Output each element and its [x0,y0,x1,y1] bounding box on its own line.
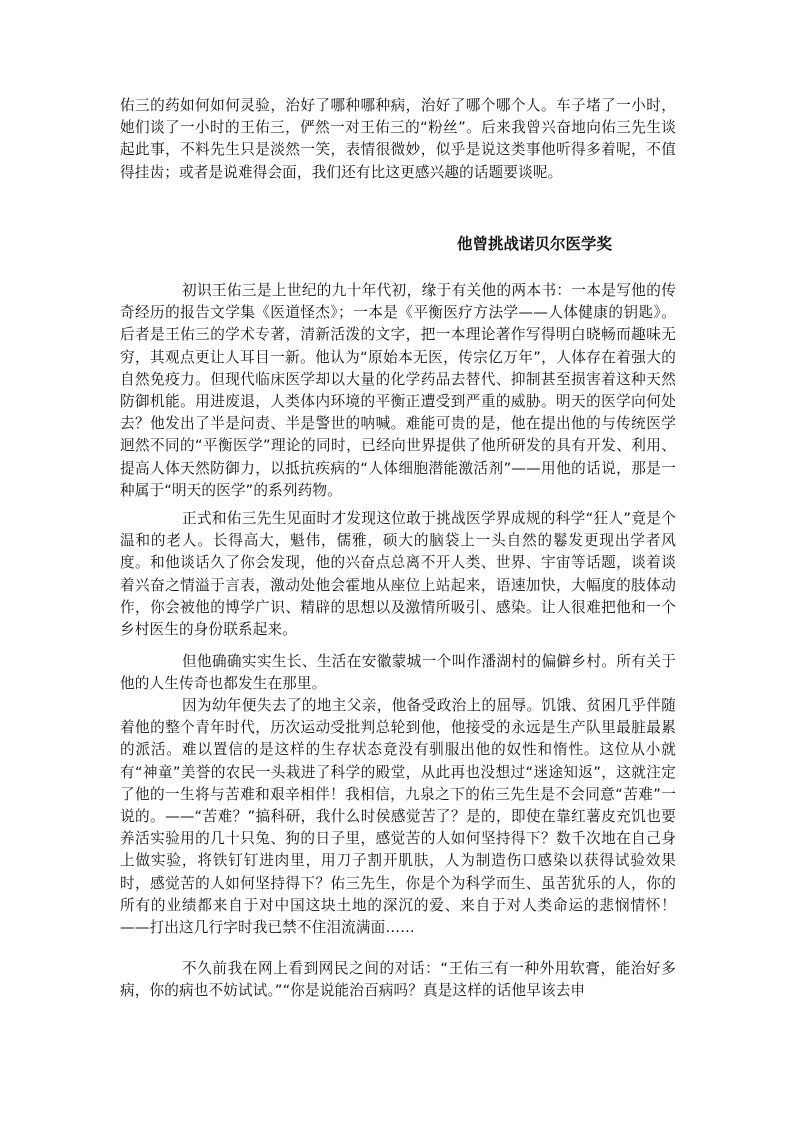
paragraph-5-block [120,958,676,1002]
paragraph-4-block [120,695,676,939]
paragraph-2: 正式和佑三先生见面时才发现这位敢于挑战医学界成规的科学“狂人”竟是个温和的老人。长得高大，魁伟，儒雅，硕大的脑袋上一头自然的鬈发更现出学者风度。和他谈话久了你会发现，他的兴奋点总离不开人类、世界、宇宙等话题，谈着谈着兴奋之情溢于言表，激动处他会霍地从座位上站起来，语速加快，大幅度的肢体动作，你会被他的博学广识、精辟的思想以及激情所吸引、感染。让人很难把他和一个乡村医生的身份联系起来。 [120,510,676,639]
paragraph-5: 不久前我在网上看到网民之间的对话：“王佑三有一种外用软膏，能治好多病，你的病也不妨试试。”“你是说能治百病吗？真是这样的话他早该去申 [120,960,676,1000]
paragraph-4: 因为幼年便失去了的地主父亲，他备受政治上的屈辱。饥饿、贫困几乎伴随着他的整个青年时代，历次运动受批判总轮到他，他接受的永远是生产队里最脏最累的派活。难以置信的是这样的生存状态竟没有驯服出他的奴性和惰性。这位从小就有“神童”美誉的农民一头栽进了科学的殿堂，从此再也没想过“迷途知返”，这就注定了他的一生将与苦难和艰辛相伴！我相信，九泉之下的佑三先生是不会同意“苦难”一说的。——“苦难？”搞科研，我什么时侯感觉苦了？是的，即使在靠红薯皮充饥也要养活实验用的几十只兔、狗的日子里，感觉苦的人如何坚持得下？数千次地在自己身上做实验，将铁钉钉进肉里，用刀子割开肌肤，人为制造伤口感染以获得试验效果时，感觉苦的人如何坚持得下？佑三先生，你是个为科学而生、虽苦犹乐的人，你的所有的业绩都来自于对中国这块土地的深沉的爱、来自于对人类命运的悲悯情怀！——打出这几行字时我已禁不住泪流满面…… [120,697,676,937]
continued-paragraph: 佑三的药如何如何灵验，治好了哪种哪种病，治好了哪个哪个人。车子堵了一小时，她们谈了一小时的王佑三，俨然一对王佑三的“粉丝”。后来我曾兴奋地向佑三先生谈起此事，不料先生只是淡然一笑，表情很微妙，似乎是说这类事他听得多着呢，不值得挂齿；或者是说难得会面，我们还有比这更感兴趣的话题要谈呢。 [120,97,676,181]
paragraph-1: 初识王佑三是上世纪的九十年代初，缘于有关他的两本书：一本是写他的传奇经历的报告文学集《医道怪杰》；一本是《平衡医疗方法学——人体健康的钥匙》。后者是王佑三的学术专著，清新活泼的文字，把一本理论著作写得明白晓畅而趣味无穷，其观点更让人耳目一新。他认为“原始本无医，传宗亿万年”，人体存在着强大的自然免疫力。但现代临床医学却以大量的化学药品去替代、抑制甚至损害着这种天然防御机能。用进废退，人类体内环境的平衡正遭受到严重的威胁。明天的医学向何处去？他发出了半是问责、半是警世的呐喊。难能可贵的是，他在提出他的与传统医学迥然不同的“平衡医学”理论的同时，已经向世界提供了他所研发的具有开发、利用、提高人体天然防御力，以抵抗疾病的“人体细胞潜能激活剂”——用他的话说，那是一种属于“明天的医学”的系列药物。 [120,282,676,499]
paragraph-1-block [120,280,676,502]
paragraph-3: 但他确确实实生长、生活在安徽蒙城一个叫作潘湖村的偏僻乡村。所有关于他的人生传奇也都发生在那里。 [120,653,676,693]
paragraph-3-block [120,651,676,695]
continued-paragraph-block [120,95,676,184]
paragraph-2-block [120,508,676,641]
section-title: 他曾挑战诺贝尔医学奖 [456,235,612,253]
